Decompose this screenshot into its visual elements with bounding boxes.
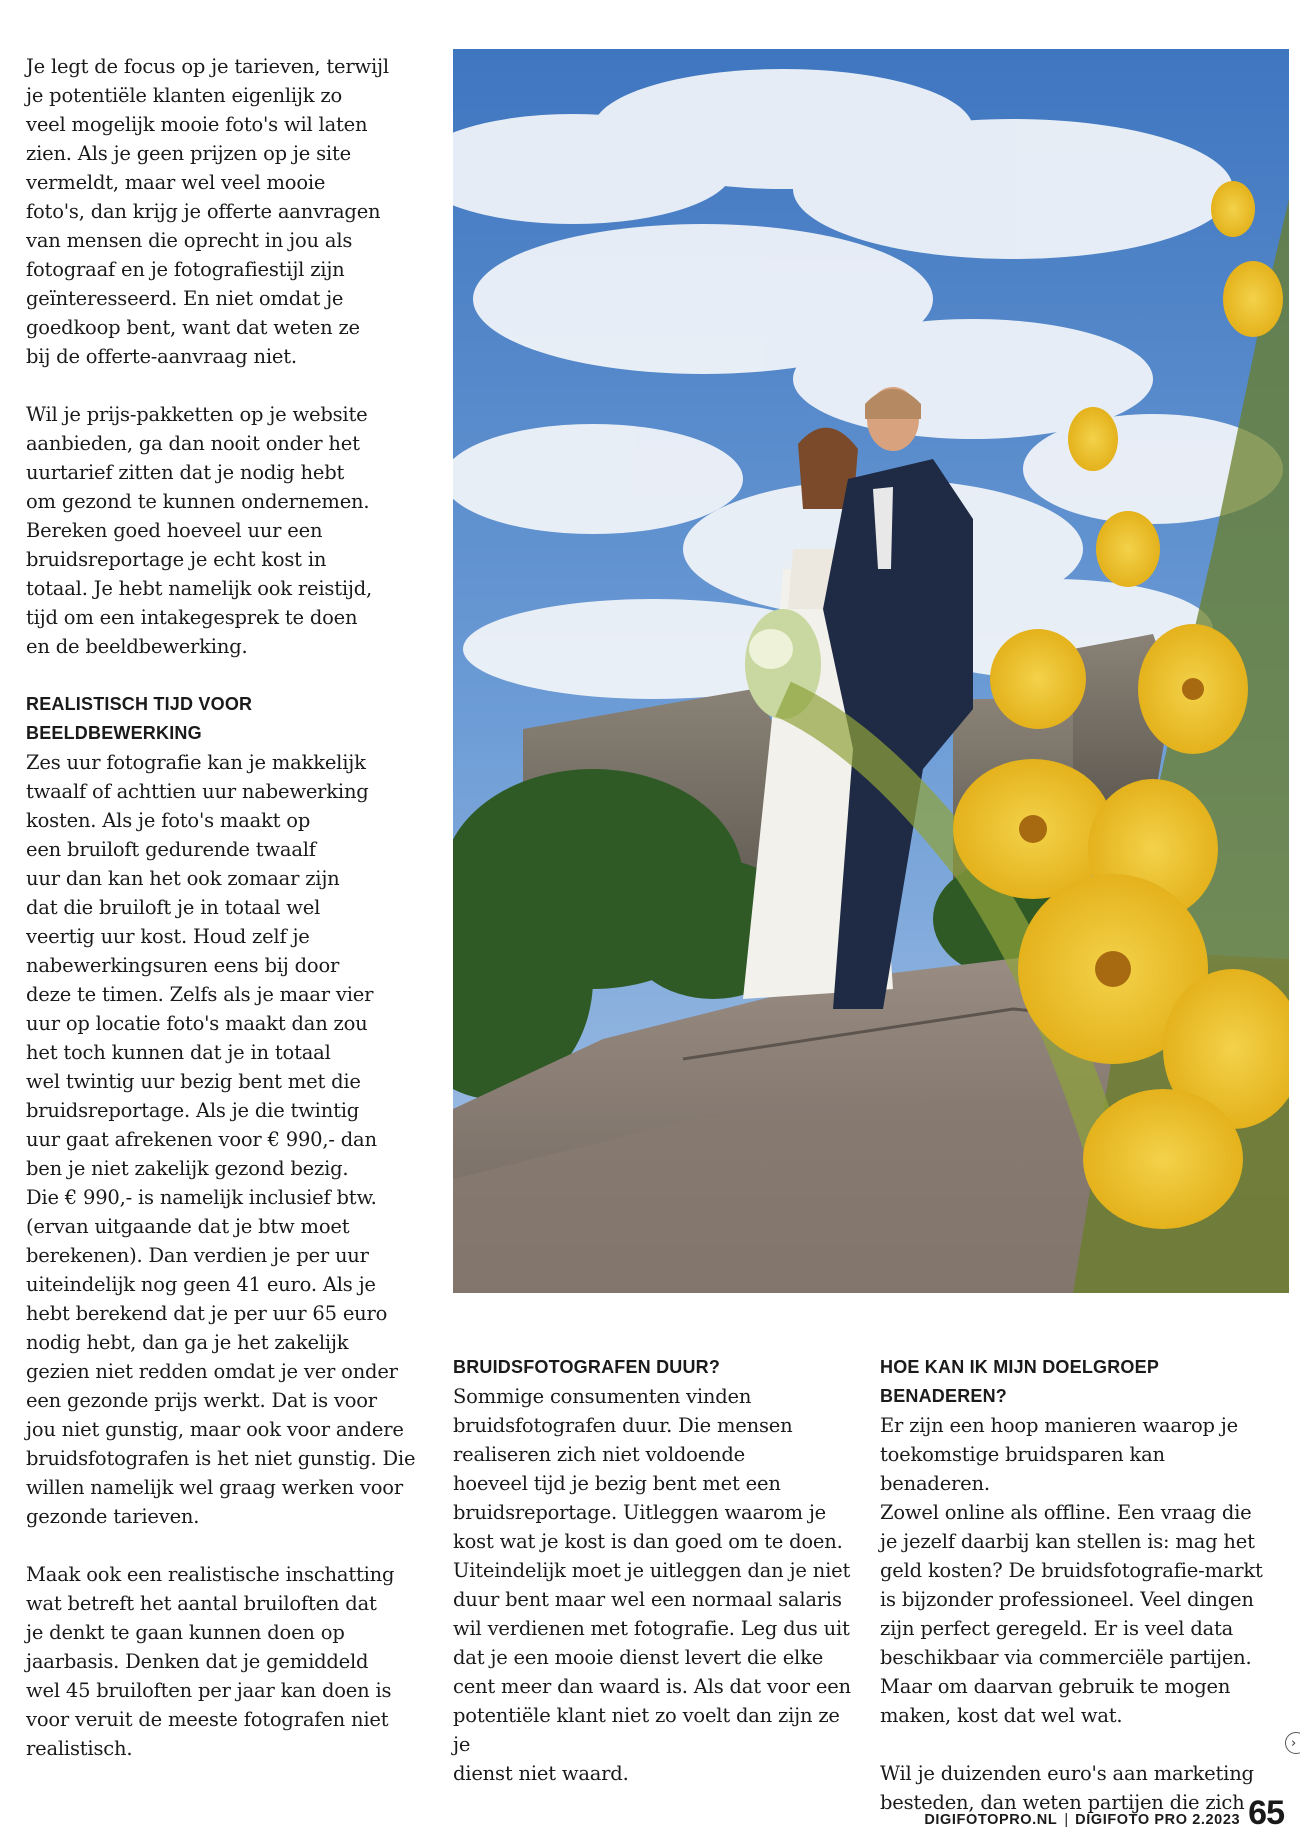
page-number: 65 [1248, 1794, 1284, 1832]
wedding-photo [453, 49, 1289, 1293]
footer-separator: | [1064, 1812, 1069, 1828]
left-paragraph-3: Zes uur fotografie kan je makkelijk twaalf of achttien uur nabewerking kosten. Als je foto's maakt op een bruiloft gedurende twaalf uur dan kan het ook zomaar zijn dat die bruiloft je in totaal wel veertig uur kost. Houd zelf je nabewerkingsuren eens bij door deze te timen. Zelfs als je maar vier uur op locatie foto's maakt dan zou het toch kunnen dat je in totaal wel twintig uur bezig bent met die bruidsreportage. Als je die twintig uur gaat afrekenen voor € 990,- dan ben je niet zakelijk gezond bezig. Die € 990,- is namelijk inclusief btw. (ervan uitgaande dat je btw moet berekenen). Dan verdien je per uur uiteindelijk nog geen 41 euro. Als je hebt berekend dat je per uur 65 euro nodig hebt, dan ga je het zakelijk gezien niet redden omdat je ver onder een gezonde prijs werkt. Dat is voor jou niet gunstig, maar ook voor andere bruidsfotografen is het niet gunstig. Die willen namelijk wel graag werken voor gezonde tarieven. [26, 751, 416, 1528]
right-paragraph-2: Wil je duizenden euro's aan marketing besteden, dan weten partijen die zich [880, 1762, 1254, 1814]
footer-site: DIGIFOTOPRO.NL [924, 1812, 1058, 1828]
section-heading-realistic-time: REALISTISCH TIJD VOOR BEELDBEWERKING [26, 694, 253, 743]
left-paragraph-2: Wil je prijs-pakketten op je website aanbieden, ga dan nooit onder het uurtarief zitten dat je nodig hebt om gezond te kunnen ondernemen. Bereken goed hoeveel uur een bruidsreportage je echt kost in totaal. Je hebt namelijk ook reistijd, tijd om een intakegesprek te doen en de beeldbewerking. [26, 403, 373, 658]
section-heading-target-group: HOE KAN IK MIJN DOELGROEP BENADEREN? [880, 1357, 1159, 1406]
right-column [880, 1353, 1275, 1817]
page-footer [924, 1794, 1284, 1833]
middle-paragraph-1: Sommige consumenten vinden bruidsfotografen duur. Die mensen realiseren zich niet voldoende hoeveel tijd je bezig bent met een bruidsreportage. Uitleggen waarom je kost wat je kost is dan goed om te doen. Uiteindelijk moet je uitleggen dan je niet duur bent maar wel een normaal salaris wil verdienen met fotografie. Leg dus uit dat je een mooie dienst levert die elke cent meer dan waard is. Als dat voor een potentiële klant niet zo voelt dan zijn ze je dienst niet waard. [453, 1385, 851, 1785]
middle-column [453, 1353, 853, 1788]
right-paragraph-1: Er zijn een hoop manieren waarop je toekomstige bruidsparen kan benaderen. Zowel online als offline. Een vraag die je jezelf daarbij kan stellen is: mag het geld kosten? De bruidsfotografie-markt is bijzonder professioneel. Veel dingen zijn perfect geregeld. Er is veel data beschikbaar via commerciële partijen. Maar om daarvan gebruik te mogen maken, kost dat wel wat. [880, 1414, 1263, 1727]
left-paragraph-1: Je legt de focus op je tarieven, terwijl je potentiële klanten eigenlijk zo veel mogelijk mooie foto's wil laten zien. Als je geen prijzen op je site vermeldt, maar wel veel mooie foto's, dan krijg je offerte aanvragen van mensen die oprecht in jou als fotograaf en je fotografiestijl zijn geïnteresseerd. En niet omdat je goedkoop bent, want dat weten ze bij de offerte-aanvraag niet. [26, 55, 389, 368]
section-heading-expensive: BRUIDSFOTOGRAFEN DUUR? [453, 1357, 721, 1377]
footer-magazine: DIGIFOTO PRO 2.2023 [1075, 1812, 1241, 1828]
chevron-right-icon[interactable]: › [1285, 1732, 1300, 1754]
left-paragraph-4: Maak ook een realistische inschatting wat betreft het aantal bruiloften dat je denkt te gaan kunnen doen op jaarbasis. Denken dat je gemiddeld wel 45 bruiloften per jaar kan doen is voor veruit de meeste fotografen niet realistisch. [26, 1563, 395, 1760]
left-column [26, 52, 421, 1763]
